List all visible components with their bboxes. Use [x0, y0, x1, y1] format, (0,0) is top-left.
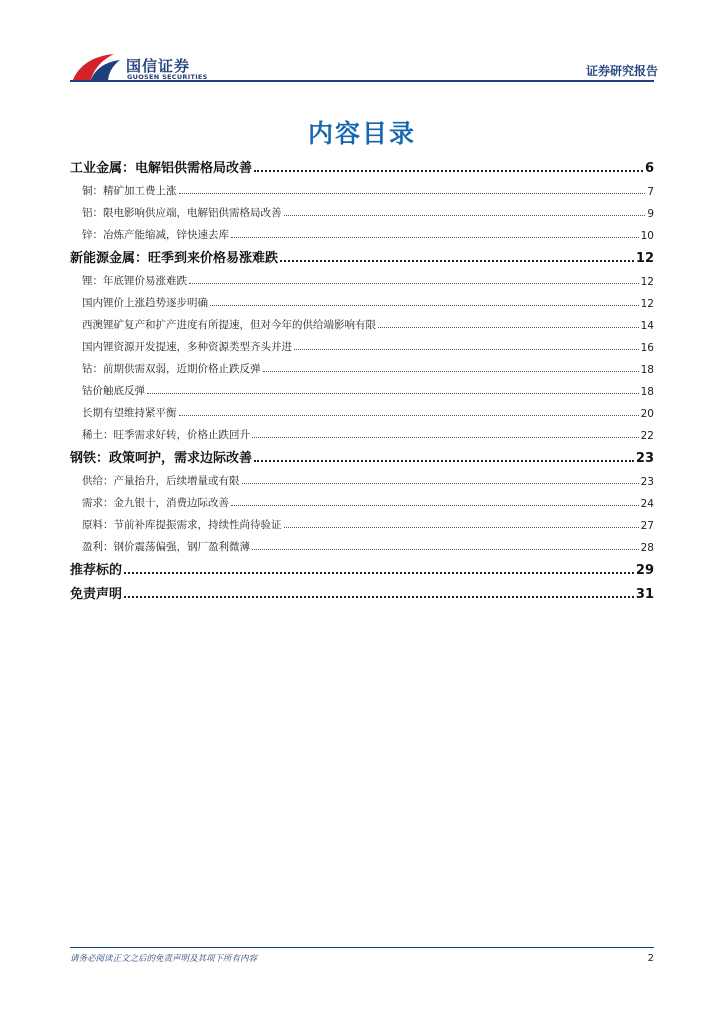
toc-dot-leader: [378, 327, 639, 328]
report-type-label: 证券研究报告: [585, 64, 658, 78]
toc-entry-title: 工业金属：电解铝供需格局改善: [70, 161, 253, 176]
toc-entry-page: 6: [644, 161, 654, 176]
footer-disclaimer-note: 请务必阅读正文之后的免责声明及其项下所有内容: [70, 954, 258, 964]
toc-subsection-entry[interactable]: [70, 220, 654, 242]
toc-section-entry[interactable]: [70, 444, 654, 466]
toc-entry-page: 31: [635, 587, 654, 602]
toc-dot-leader: [280, 260, 634, 262]
toc-entry-page: 27: [640, 520, 654, 532]
toc-dot-leader: [294, 349, 639, 350]
toc-subsection-entry[interactable]: [70, 376, 654, 398]
toc-dot-leader: [263, 371, 639, 372]
toc-dot-leader: [252, 437, 639, 438]
toc-dot-leader: [189, 283, 639, 284]
toc-subsection-entry[interactable]: [70, 488, 654, 510]
toc-entry-title: 免责声明: [70, 587, 123, 602]
toc-entry-title: 钴：前期供需双弱，近期价格止跌反弹: [82, 363, 261, 375]
toc-entry-page: 10: [640, 230, 654, 242]
toc-title: 内容目录: [307, 119, 416, 148]
brand-name-cn: 国信证券: [126, 57, 191, 75]
toc-subsection-entry[interactable]: [70, 266, 654, 288]
toc-dot-leader: [147, 393, 639, 394]
toc-subsection-entry[interactable]: [70, 198, 654, 220]
toc-entry-page: 12: [640, 298, 654, 310]
footer-divider: [70, 947, 654, 948]
toc-subsection-entry[interactable]: [70, 466, 654, 488]
toc-section-entry[interactable]: [70, 154, 654, 176]
toc-dot-leader: [284, 527, 639, 528]
toc-entry-page: 18: [640, 386, 654, 398]
toc-entry-page: 9: [647, 208, 654, 220]
toc-entry-page: 12: [640, 276, 654, 288]
toc-entry-title: 长期有望维持紧平衡: [82, 407, 177, 419]
toc-entry-page: 14: [640, 320, 654, 332]
toc-dot-leader: [254, 170, 643, 172]
toc-entry-page: 23: [640, 476, 654, 488]
toc-entry-title: 新能源金属：旺季到来价格易涨难跌: [70, 251, 279, 266]
toc-entry-title: 需求：金九银十，消费边际改善: [82, 497, 229, 509]
toc-subsection-entry[interactable]: [70, 332, 654, 354]
toc-entry-page: 20: [640, 408, 654, 420]
page-header: [0, 0, 724, 90]
toc-entry-page: 22: [640, 430, 654, 442]
toc-dot-leader: [124, 596, 634, 598]
toc-dot-leader: [210, 305, 639, 306]
page-number: 2: [647, 953, 654, 964]
toc-dot-leader: [124, 572, 634, 574]
toc-section-entry[interactable]: [70, 556, 654, 578]
toc-dot-leader: [179, 415, 639, 416]
toc-entry-title: 铝：限电影响供应端，电解铝供需格局改善: [82, 207, 282, 219]
toc-entry-title: 稀土：旺季需求好转，价格止跌回升: [82, 429, 250, 441]
toc-subsection-entry[interactable]: [70, 420, 654, 442]
toc-dot-leader: [231, 505, 639, 506]
toc-dot-leader: [254, 460, 634, 462]
toc-entry-page: 7: [647, 186, 654, 198]
toc-dot-leader: [284, 215, 646, 216]
toc-subsection-entry[interactable]: [70, 398, 654, 420]
toc-subsection-entry[interactable]: [70, 288, 654, 310]
toc-entry-page: 16: [640, 342, 654, 354]
toc-entry-title: 钢铁：政策呵护，需求边际改善: [70, 451, 253, 466]
header-divider: [70, 80, 654, 82]
toc-entry-title: 原料：节前补库提振需求，持续性尚待验证: [82, 519, 282, 531]
toc-entry-title: 锌：冶炼产能缩减，锌快速去库: [82, 229, 229, 241]
toc-entry-title: 锂：年底锂价易涨难跌: [82, 275, 187, 287]
toc-entry-page: 12: [635, 251, 654, 266]
toc-entry-title: 推荐标的: [70, 563, 123, 578]
toc-entry-title: 国内锂资源开发提速，多种资源类型齐头并进: [82, 341, 292, 353]
toc-subsection-entry[interactable]: [70, 532, 654, 554]
toc-subsection-entry[interactable]: [70, 176, 654, 198]
toc-entry-title: 铜：精矿加工费上涨: [82, 185, 177, 197]
toc-entry-page: 24: [640, 498, 654, 510]
toc-entry-title: 钴价触底反弹: [82, 385, 145, 397]
toc-entry-page: 28: [640, 542, 654, 554]
toc-dot-leader: [179, 193, 646, 194]
toc-subsection-entry[interactable]: [70, 354, 654, 376]
toc-entry-title: 盈利：钢价震荡偏强，钢厂盈利微薄: [82, 541, 250, 553]
toc-section-entry[interactable]: [70, 244, 654, 266]
table-of-contents: [70, 154, 654, 602]
toc-dot-leader: [231, 237, 639, 238]
toc-entry-title: 国内锂价上涨趋势逐步明确: [82, 297, 208, 309]
toc-dot-leader: [242, 483, 639, 484]
toc-entry-page: 29: [635, 563, 654, 578]
toc-entry-page: 18: [640, 364, 654, 376]
toc-dot-leader: [252, 549, 639, 550]
toc-entry-page: 23: [635, 451, 654, 466]
toc-entry-title: 西澳锂矿复产和扩产进度有所提速，但对今年的供给端影响有限: [82, 319, 376, 331]
brand-name-en: GUOSEN SECURITIES: [127, 73, 208, 81]
toc-subsection-entry[interactable]: [70, 510, 654, 532]
toc-subsection-entry[interactable]: [70, 310, 654, 332]
toc-section-entry[interactable]: [70, 580, 654, 602]
toc-entry-title: 供给：产量抬升，后续增量或有限: [82, 475, 240, 487]
